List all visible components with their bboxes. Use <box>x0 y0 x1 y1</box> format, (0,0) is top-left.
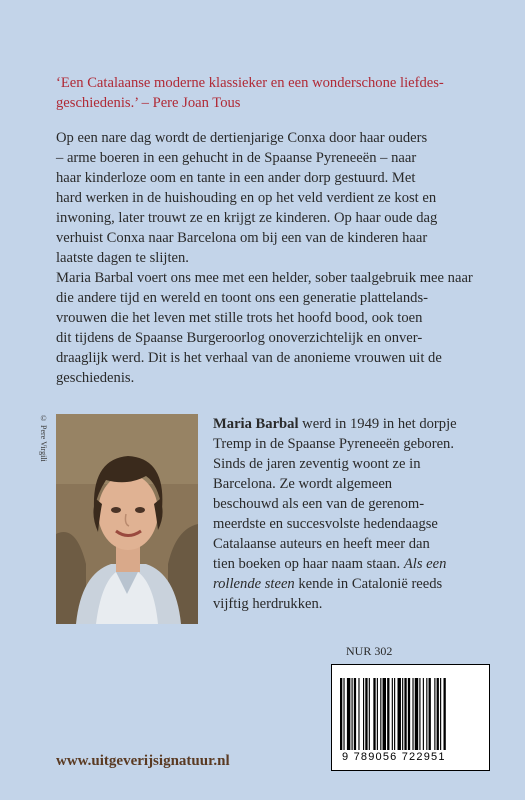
review-quote <box>56 73 496 113</box>
bio-line: tien boeken op haar naam staan. <box>213 556 401 572</box>
blurb-line: dit tijdens de Spaanse Burgeroorlog onoverzichtelijk en onver- <box>56 330 423 346</box>
bio-line: Sinds de jaren zeventig woont ze in <box>213 456 421 472</box>
bio-line: kende in Catalonië reeds <box>294 576 443 592</box>
bio-line: beschouwd als een van de gerenom- <box>213 496 425 512</box>
barcode-bars <box>340 678 483 750</box>
book-title-italic-part2: rollende steen <box>213 576 295 592</box>
blurb-line: Maria Barbal voert ons mee met een helder, sober taalgebruik mee naar <box>56 270 473 286</box>
quote-line-2: geschiedenis.’ – Pere Joan Tous <box>56 95 241 111</box>
author-name: Maria Barbal <box>213 416 299 432</box>
blurb-line: vrouwen die het leven met stille trots het hoofd bood, ook toen <box>56 310 423 326</box>
nur-code: NUR 302 <box>346 644 393 658</box>
blurb-line: hard werken in de huishouding en op het veld verdient ze kost en <box>56 190 437 206</box>
isbn-number: 9 789056 722951 <box>342 751 446 763</box>
photo-credit: © Pere Virgili <box>39 414 48 462</box>
blurb-line: inwoning, later trouwt ze en krijgt ze kinderen. Op haar oude dag <box>56 210 438 226</box>
book-title-italic-part1: Als een <box>403 556 447 572</box>
bio-line: werd in 1949 in het dorpje <box>298 416 457 432</box>
bio-line: Tremp in de Spaanse Pyreneeën geboren. <box>213 436 455 452</box>
blurb-line: draaglijk werd. Dit is het verhaal van de anonieme vrouwen uit de <box>56 350 442 366</box>
bio-line: meerdste en succesvolste hedendaagse <box>213 516 438 532</box>
blurb-line: laatste dagen te slijten. <box>56 250 189 266</box>
bio-line: Barcelona. Ze wordt algemeen <box>213 476 393 492</box>
blurb-paragraph-2 <box>56 268 501 388</box>
blurb-line: verhuist Conxa naar Barcelona om bij een van de kinderen haar <box>56 230 428 246</box>
blurb-line: geschiedenis. <box>56 370 135 386</box>
isbn-barcode <box>331 664 490 771</box>
book-blurb <box>56 128 501 388</box>
bio-line: vijftig herdrukken. <box>213 596 323 612</box>
publisher-website[interactable]: www.uitgeverijsignatuur.nl <box>56 753 230 769</box>
bio-line: Catalaanse auteurs en heeft meer dan <box>213 536 430 552</box>
blurb-line: Op een nare dag wordt de dertienjarige Conxa door haar ouders <box>56 130 428 146</box>
blurb-line: – arme boeren in een gehucht in de Spaanse Pyreneeën – naar <box>56 150 417 166</box>
blurb-paragraph-1 <box>56 128 501 268</box>
quote-line-1: ‘Een Catalaanse moderne klassieker en een wonderschone liefdes- <box>56 75 444 91</box>
author-portrait-image <box>56 414 198 624</box>
author-photo <box>56 414 198 624</box>
blurb-line: die andere tijd en wereld en toont ons een generatie plattelands- <box>56 290 428 306</box>
blurb-line: haar kinderloze oom en tante in een ander dorp gestuurd. Met <box>56 170 416 186</box>
author-bio <box>213 414 503 614</box>
